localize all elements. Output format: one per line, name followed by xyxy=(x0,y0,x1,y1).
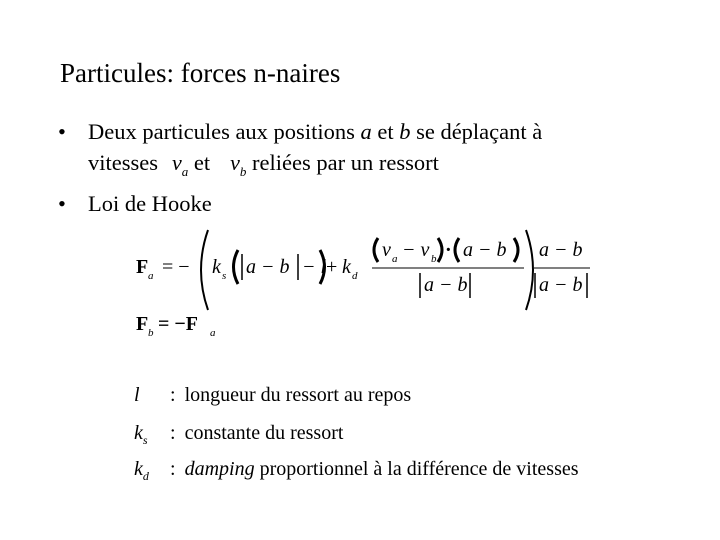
bullet-text: Deux particules aux positions xyxy=(88,119,355,144)
legend-row-ks xyxy=(134,422,343,448)
equation-svg xyxy=(128,226,608,346)
bullet-text: Loi de Hooke xyxy=(88,191,212,216)
legend-colon: : xyxy=(170,458,176,480)
var-vb-sub: b xyxy=(239,164,247,179)
eq-den-ab: a − b xyxy=(424,274,468,296)
eq-fa-sub: a xyxy=(148,270,154,282)
eq-neg-fa: = −F xyxy=(158,313,199,335)
bullet-hooke xyxy=(58,188,212,219)
eq-minus-vb: − v xyxy=(402,239,430,261)
legend-symbol: $k_d$ xyxy=(134,458,149,483)
bullet-marker: • xyxy=(58,119,66,144)
paren-left xyxy=(455,238,459,262)
bullet-marker: • xyxy=(58,191,66,216)
eq-fa: F xyxy=(136,256,149,278)
eq-num-ab: a − b xyxy=(463,239,507,261)
var-a: a xyxy=(360,119,372,144)
legend-text: proportionnel à la différence de vitesses xyxy=(259,458,579,480)
eq-va: v xyxy=(382,239,391,261)
eq-fb: F xyxy=(136,313,149,335)
eq-a-minus-b: a − b xyxy=(246,256,290,278)
var-vb: v xyxy=(230,150,240,175)
legend-text: constante du ressort xyxy=(184,422,344,444)
eq-ks: k xyxy=(212,256,221,278)
paren-left xyxy=(374,238,378,262)
var-b: b xyxy=(399,119,411,144)
legend-row-kd xyxy=(134,458,579,484)
bullet-positions xyxy=(58,116,542,187)
eq-equals-minus: = − xyxy=(162,256,190,278)
paren-right xyxy=(438,238,442,262)
big-paren-left xyxy=(201,230,208,310)
bullet-text-end: se déplaçant à xyxy=(416,119,543,144)
eq-plus: + xyxy=(326,256,338,278)
eq-frac-den: a − b xyxy=(539,274,583,296)
eq-minus-l: − l xyxy=(302,256,327,278)
eq-dot: · xyxy=(445,239,452,261)
eq-vb-sub: b xyxy=(431,253,437,265)
eq-kd-sub: d xyxy=(352,270,358,282)
big-paren-right xyxy=(526,230,533,310)
legend-row-l xyxy=(134,384,411,407)
legend-colon: : xyxy=(170,384,176,406)
legend-text-italic: damping xyxy=(184,458,255,480)
legend-text: longueur du ressort au repos xyxy=(184,384,412,406)
eq-frac-num: a − b xyxy=(539,239,583,261)
word-et: et xyxy=(377,119,394,144)
var-va-sub: a xyxy=(181,164,189,179)
eq-fb-sub: b xyxy=(148,327,154,339)
word-et2: et xyxy=(193,150,211,175)
paren-left xyxy=(234,250,239,284)
bullet-text-line2: reliées par un ressort xyxy=(252,150,439,175)
legend-symbol: $k_s$ xyxy=(134,422,148,447)
legend-colon: : xyxy=(170,422,176,444)
eq-kd: k xyxy=(342,256,351,278)
eq-va-sub: a xyxy=(392,253,398,265)
eq-ks-sub: s xyxy=(222,270,227,282)
word-vitesses: vitesses xyxy=(88,150,158,175)
eq-neg-fa-sub: a xyxy=(210,327,216,339)
equation-block xyxy=(128,226,608,351)
slide-title: Particules: forces n-naires xyxy=(60,58,341,88)
paren-right xyxy=(514,238,518,262)
var-va: v xyxy=(172,150,182,175)
legend-symbol: l xyxy=(134,384,140,406)
